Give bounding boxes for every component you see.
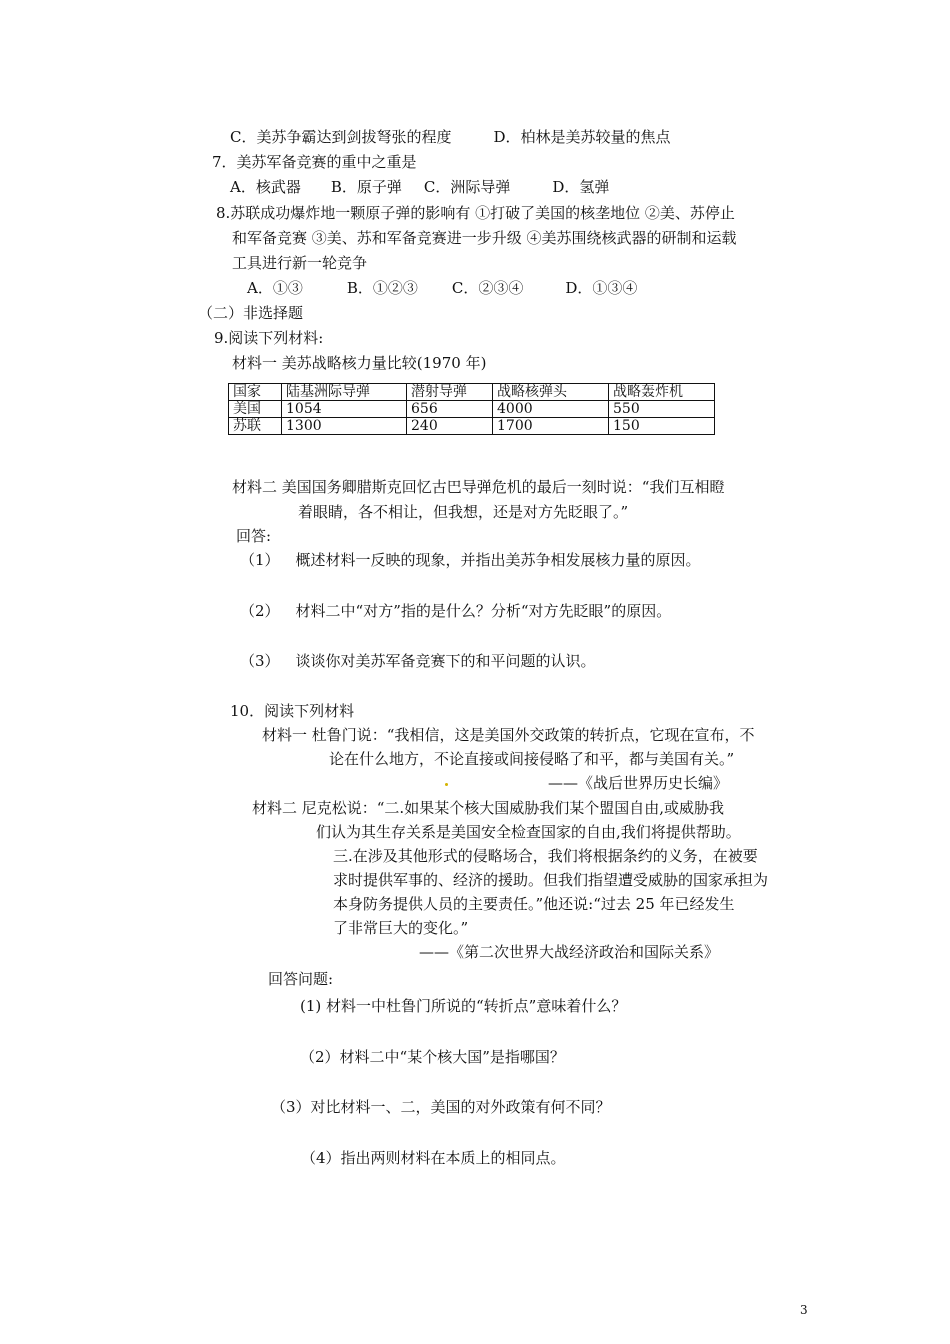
table-cell: 苏联 xyxy=(229,418,282,435)
table-cell: 656 xyxy=(407,401,493,418)
table-cell: 美国 xyxy=(229,401,282,418)
table-row xyxy=(229,401,715,418)
q9-sub2-num: （2） xyxy=(240,602,280,620)
q9-sub3-text: 谈谈你对美苏军备竞赛下的和平问题的认识。 xyxy=(295,652,596,670)
q10-material2-line5: 本身防务提供人员的主要责任。”他还说:“过去 25 年已经发生 xyxy=(333,895,735,913)
q10-sub3: （3）对比材料一、二，美国的对外政策有何不同？ xyxy=(271,1098,611,1116)
table-cell: 150 xyxy=(609,418,715,435)
q9-sub1-num: （1） xyxy=(240,551,280,569)
table-header-row xyxy=(229,384,715,401)
q9-sub2-text: 材料二中“对方”指的是什么？分析“对方先眨眼”的原因。 xyxy=(295,602,672,620)
table-row xyxy=(229,418,715,435)
q9-material2-line2: 着眼睛，各不相让，但我想，还是对方先眨眼了。” xyxy=(298,503,629,521)
q10-sub4: （4）指出两则材料在本质上的相同点。 xyxy=(301,1149,566,1167)
q8-stem-line1: 8.苏联成功爆炸地一颗原子弹的影响有 ①打破了美国的核垄地位 ②美、苏停止 xyxy=(216,204,735,222)
q7-stem: 7．美苏军备竞赛的重中之重是 xyxy=(212,153,417,171)
q7-option-c: C．洲际导弹 xyxy=(423,178,511,196)
q9-sub2 xyxy=(240,601,671,621)
q10-sub2: （2）材料二中“某个核大国”是指哪国？ xyxy=(300,1048,565,1066)
q9-sub3-num: （3） xyxy=(240,652,280,670)
q10-material2-line1: 材料二 尼克松说：“二.如果某个核大国威胁我们某个盟国自由,或威胁我 xyxy=(252,799,724,817)
q8-option-d: D．①③④ xyxy=(565,279,638,297)
q9-sub1-text: 概述材料一反映的现象，并指出美苏争相发展核力量的原因。 xyxy=(295,551,701,569)
yellow-dot-mark xyxy=(445,783,448,786)
nuclear-forces-table xyxy=(228,383,715,435)
q10-material2-line4: 求时提供军事的、经济的援助。但我们指望遭受威胁的国家承担为 xyxy=(333,871,769,889)
table-header-cell: 战略轰炸机 xyxy=(609,384,715,401)
table-cell: 1700 xyxy=(493,418,609,435)
q7-options xyxy=(230,177,609,197)
q10-material1-line2: 论在什么地方，不论直接或间接侵略了和平，都与美国有关。” xyxy=(329,750,735,768)
q10-material1-source: ——《战后世界历史长编》 xyxy=(548,774,729,792)
q8-option-c: C．②③④ xyxy=(451,279,524,297)
q10-answer-label: 回答问题: xyxy=(268,970,334,988)
table-cell: 1300 xyxy=(282,418,407,435)
q10-stem: 10．阅读下列材料 xyxy=(230,702,355,720)
q9-material2-line1: 材料二 美国国务卿腊斯克回忆古巴导弹危机的最后一刻时说：“我们互相瞪 xyxy=(232,478,725,496)
table-cell: 240 xyxy=(407,418,493,435)
table-header-cell: 国家 xyxy=(229,384,282,401)
table-header-cell: 战略核弹头 xyxy=(493,384,609,401)
q6-option-c: C．美苏争霸达到剑拔弩张的程度 xyxy=(230,128,452,146)
q9-sub3 xyxy=(240,651,596,671)
q9-stem: 9.阅读下列材料: xyxy=(214,329,324,347)
q8-options xyxy=(247,278,637,298)
q7-option-d: D．氢弹 xyxy=(552,178,610,196)
table-cell: 550 xyxy=(609,401,715,418)
q6-option-d: D．柏林是美苏较量的焦点 xyxy=(493,128,671,146)
table-header-cell: 潜射导弹 xyxy=(407,384,493,401)
q10-material2-source: ——《第二次世界大战经济政治和国际关系》 xyxy=(419,943,720,961)
section2-title: （二）非选择题 xyxy=(198,304,304,322)
table-cell: 4000 xyxy=(493,401,609,418)
q9-answer-label: 回答: xyxy=(236,527,272,545)
q10-material2-line2: 们认为其生存关系是美国安全检查国家的自由,我们将提供帮助。 xyxy=(316,823,741,841)
q7-option-a: A．核武器 xyxy=(230,178,301,196)
table-cell: 1054 xyxy=(282,401,407,418)
q8-stem-line2: 和军备竞赛 ③美、苏和军备竞赛进一步升级 ④美苏围绕核武器的研制和运载 xyxy=(232,229,737,247)
q10-sub1: (1) 材料一中杜鲁门所说的“转折点”意味着什么？ xyxy=(300,997,627,1015)
q10-material2-line3: 三.在涉及其他形式的侵略场合，我们将根据条约的义务，在被要 xyxy=(333,847,758,865)
q8-option-a: A．①③ xyxy=(247,279,303,297)
q8-option-b: B．①②③ xyxy=(346,279,418,297)
q7-option-b: B．原子弹 xyxy=(330,178,402,196)
q10-material1-line1: 材料一 杜鲁门说：“我相信，这是美国外交政策的转折点，它现在宣布，不 xyxy=(262,726,755,744)
q10-material2-line6: 了非常巨大的变化。” xyxy=(333,919,469,937)
q9-material1-title: 材料一 美苏战略核力量比较(1970 年) xyxy=(232,354,487,372)
q9-sub1 xyxy=(240,550,701,570)
table-header-cell: 陆基洲际导弹 xyxy=(282,384,407,401)
q6-options-cd xyxy=(230,127,671,147)
q8-stem-line3: 工具进行新一轮竞争 xyxy=(232,254,368,272)
page-number: 3 xyxy=(800,1303,808,1317)
